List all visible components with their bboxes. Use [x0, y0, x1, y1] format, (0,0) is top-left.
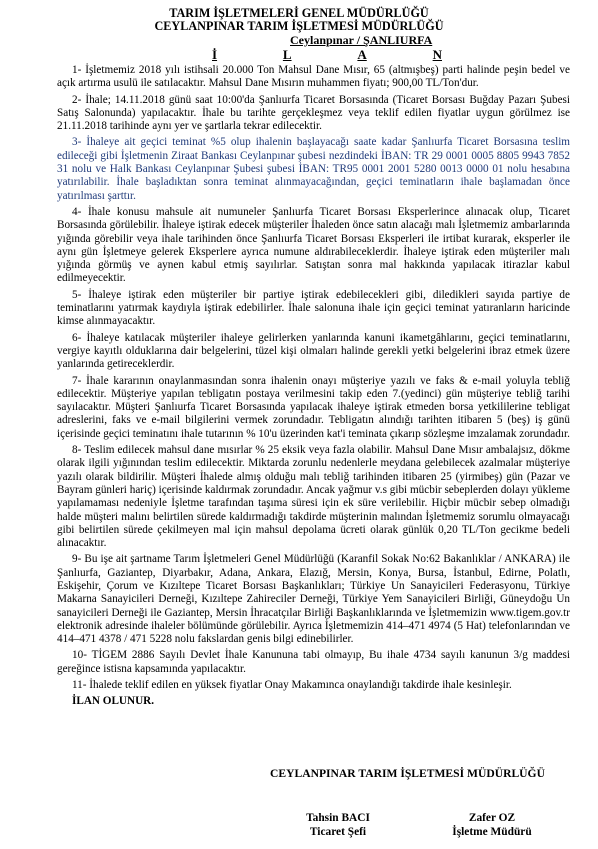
ilan-letter: A	[357, 47, 367, 62]
signature-institution: CEYLANPINAR TARIM İŞLETMESİ MÜDÜRLÜĞÜ	[270, 767, 545, 780]
paragraph-5: 5- İhaleye iştirak eden müşteriler bir partiye iştirak edebilecekleri gibi, diledikleri sayıda partiye de teminatlarını yatırmak kaydıyla iştirak edebilirler. İhale salonuna ihale için geçici teminat yatıranların haricinde kimse alınmayacaktır.	[57, 288, 570, 328]
ilan-letter: L	[282, 47, 292, 62]
signature-left	[268, 811, 408, 839]
signatory-title: İşletme Müdürü	[452, 826, 532, 838]
paragraph-8: 8- Teslim edilecek mahsul dane mısırlar % 25 eksik veya fazla olabilir. Mahsul Dane Mısır ambalajsız, dökme olarak ilgili yığınından teslim edilecektir. Miktarda zorunlu nedenlerle meydana gelebilecek azalmalar müşteriye yazılı olarak bildirilir. Müşteri İhalede almış olduğu malı tebliğ tarihinden itibaren 25 (yirmibeş) gün (Pazar ve Bayram günleri hariç) içerisinde kaldırmak zorundadır. Ancak yağmur v.s gibi mücbir sebeplerden dolayı yükleme yapılamaması nedeniyle İşletme tarafından taşıma süresi için ek süre verilebilir. Hiçbir mücbir sebep olmadığı halde müşteri malını belirtilen sürede kaldırmadığı takdirde müşterinin malından İşletmemiz sorumlu olmayacağı gibi belirtilen sürede çekilmeyen mal için mahsul depolama ücreti olarak günlük 0,20 TL/Ton gecikme bedeli alınacaktır.	[57, 444, 570, 550]
signatory-name: Tahsin BACI	[306, 812, 370, 824]
signature-right	[432, 811, 552, 839]
paragraph-3: 3- İhaleye ait geçici teminat %5 olup ihalenin başlayacağı saate kadar Şanlıurfa Ticaret Borsasına teslim edileceği gibi İşletmenin Ziraat Bankası Ceylanpınar şubesi nezdindeki İBAN: TR 29 0001 0005 8805 9943 7852 31 nolu ve Halk Bankası Ceylanpınar Şubesi şubesi İBAN: TR95 0001 2001 5280 0013 0000 01 nolu hesabına yatırılabilir. İhale başladıktan sonra teminat alınmayacağından, geçici teminatların ihale başlamadan önce yatırılması şarttır.	[57, 136, 570, 202]
ilan-title	[212, 48, 442, 61]
paragraph-9: 9- Bu işe ait şartname Tarım İşletmeleri Genel Müdürlüğü (Karanfil Sokak No:62 Bakanlıklar / ANKARA) ile Şanlıurfa, Gaziantep, Diyarbakır, Adana, Ankara, Elazığ, Mersin, Konya, Bursa, İstanbul, Edirne, Polatlı, Eskişehir, Çorum ve Kızıltepe Ticaret Borsası Başkanlıkları; Türkiye Un Sanayicileri Federasyonu, Türkiye Makarna Sanayicileri Derneği, Kızıltepe Zahireciler Derneği, Türkiye Yem Sanayicileri Birliği, Güneydoğu Un sanayicileri Derneği ile Gaziantep, Mersin İhracatçılar Birliği Başkanlıklarında ve İşletmemizin www.tigem.gov.tr elektronik adresinde ihaleler bölümünde görülebilir. Ayrıca İşletmemizin 414–471 4974 (5 Hat) telefonlarından ve 414–471 4378 / 471 5228 nolu fakslardan genis bilgi edinebilirler.	[57, 553, 570, 646]
paragraph-11: 11- İhalede teklif edilen en yüksek fiyatlar Onay Makamınca onaylandığı takdirde ihale kesinleşir.	[72, 679, 512, 692]
announcement-body	[57, 64, 570, 712]
paragraph-7: 7- İhale kararının onaylanmasından sonra ihalenin onayı müşteriye yazılı ve faks & e-mail yoluyla tebliğ edilecektir. Müşteriye yapılan tebligatın postaya verilmesini takip eden 7.(yedinci) gün müşteriye tebliğ tarihi sayılacaktır. Müşteri Şanlıurfa Ticaret Borsasında yapılacak ihaleye iştirak etmeden borsa yetkililerine tebligat adreslerini, faks ve e-mail bilgilerini vermek zorundadır. Tebligatın alındığı tarihten itibaren 5 (beş) iş günü içerisinde geçici teminatını ihale tutarının % 10'u üzerinden kat'i teminata çıkarıp sözleşme imzalamak zorundadır.	[57, 374, 570, 440]
ilan-letter: N	[432, 47, 442, 62]
paragraph-2: 2- İhale; 14.11.2018 günü saat 10:00'da Şanlıurfa Ticaret Borsasında (Ticaret Borsası Buğday Pazarı Şubesi Satış Salonunda) yapılacaktır. İhale bu tarihte gerçekleşmez veya teklif edilen fiyatlar uygun görülmez ise 21.11.2018 tarihinde aynı yer ve şartlarla tekrar edilecektir.	[57, 93, 570, 133]
paragraph-4: 4- İhale konusu mahsule ait numuneler Şanlıurfa Ticaret Borsası Eksperlerince alınacak olup, Ticaret Borsasında görülebilir. İhaleye iştirak edecek müşteriler İhaleden önce satın alacağı malı İşletmemiz ambarlarında yığında görebilir veya ihale tarihinden önce Şanlıurfa Ticaret Borsası Eksperleri ile irtibat kurarak, eksperler ile aynı gün İşletmeye gelerek Eksperlere ayrıca numune aldırabileceklerdir. İhaleye iştirak eden müşteriler malı yığında görmüş ve aynen kabul etmiş sayılırlar. Satıştan sonra mal hakkında yapılacak itirazlar kabul edilmeyecektir.	[57, 205, 570, 285]
signatory-name: Zafer OZ	[468, 812, 516, 824]
paragraph-10: 10- TİGEM 2886 Sayılı Devlet İhale Kanununa tabi olmayıp, Bu ihale 4734 sayılı kanunun 3/g maddesi gereğince istisna kapsamında yapılacaktır.	[57, 649, 570, 675]
closing-line: İLAN OLUNUR.	[72, 695, 155, 708]
ilan-letter: İ	[212, 47, 218, 62]
signatory-title: Ticaret Şefi	[309, 826, 367, 838]
header-directorate: CEYLANPINAR TARIM İŞLETMESİ MÜDÜRLÜĞÜ	[154, 19, 444, 33]
paragraph-1: 1- İşletmemiz 2018 yılı istihsali 20.000 Ton Mahsul Dane Mısır, 65 (altmışbeş) parti halinde peşin bedel ve açık artırma usulü ile satılacaktır. Mahsul Dane Mısırın muhammen fiyatı; 900,00 TL/Ton'dur.	[57, 64, 570, 90]
paragraph-6: 6- İhaleye katılacak müşteriler ihaleye gelirlerken yanlarında kanuni ikametgâhlarını, geçici teminatlarını, vergiye kayıtlı olduklarına dair belgelerini, tüzel kişi olmaları halinde gerekli yetki belgelerini ibraz etmek üzere yanlarında getireceklerdir.	[57, 331, 570, 371]
header-ministry: TARIM İŞLETMELERİ GENEL MÜDÜRLÜĞÜ	[169, 6, 429, 20]
header-location: Ceylanpınar / ŞANLIURFA	[290, 33, 433, 47]
